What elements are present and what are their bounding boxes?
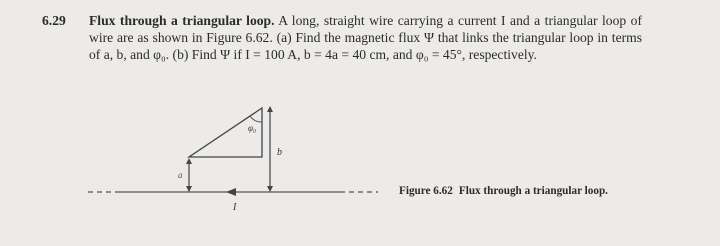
problem-title: Flux through a triangular loop. bbox=[89, 13, 275, 28]
problem-body: A long, straight wire carrying a current I and a triangular loop of wire are as shown in Figure 6.62. (a) Find the magnetic flux Ψ that links the triangular loop in terms of a, b, and φ₀. (b) Find Ψ if I = 100 A, b = 4a = 40 cm, and φ₀ = 45°, respectively. bbox=[89, 13, 642, 62]
figure-caption bbox=[399, 184, 639, 199]
caption-title: Flux through a triangular loop. bbox=[458, 185, 608, 197]
dimension-b bbox=[267, 106, 273, 192]
caption-label: Figure 6.62 bbox=[399, 185, 453, 197]
problem-number: 6.29 bbox=[42, 13, 66, 28]
label-I: I bbox=[233, 202, 237, 213]
label-phi0: φ₀ bbox=[248, 123, 257, 133]
label-b: b bbox=[277, 147, 282, 158]
dimension-a bbox=[186, 158, 192, 192]
current-arrow-icon bbox=[226, 188, 236, 196]
label-a: a bbox=[178, 170, 183, 180]
angle-arc bbox=[250, 116, 262, 122]
